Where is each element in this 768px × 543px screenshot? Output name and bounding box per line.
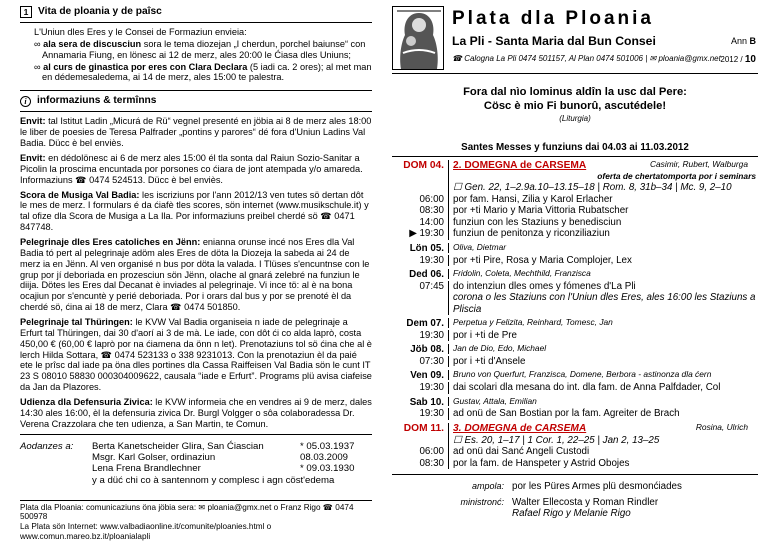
day-header: Ded 06. Fridolin, Coleta, Mechthild, Franzisca [392, 269, 758, 281]
mass-row: 19:30 por +ti Pire, Rosa y Maria Complojer, Lex [392, 255, 758, 267]
remembrance-list [20, 441, 372, 486]
info-paragraph: Pelegrinaje tal Thüringen: le KVW Val Badia organiseia n iade de pelegrinaje a Erfurt tal Thüringen, dai 30 d'aorí ai 3 de mà. Le iade, con dôt ći co alda laprò, costa 450,00 € (60,00 € laprò por na ćiamena da önn n let). Prenotaziuns tol sö ćina che al è lerch Hilda Sottara, ☎ 0474 523133 o 338 9231013. Con la prenotaziun èl da paié ete le prîsc dal iade pa öna dles portines dla Cassa Raiffeisen Val Badia sön le cunt IT 23 S 08010 58830 000304009622, causala “iade e Erfurt”. Programs plü avisa ciafeise da Jan da Plazores. [20, 316, 372, 393]
section-title: Vita de ploania y de paîsc [38, 6, 162, 17]
list-item: Lena Frena Brandlechner * 09.03.1930 [92, 463, 355, 475]
readings-row: ☐ Gen. 22, 1–2.9a.10–13.15–18 | Rom. 8, 31b–34 | Mc. 9, 2–10 [392, 182, 758, 194]
remembrance-closing: y a düć chi co à santennom y complesc i agn cöst'edema [92, 474, 335, 486]
quote-source: (Liturgia) [559, 114, 591, 124]
info-paragraph: Udienza dla Defensuria Zivica: le KVW informeia che en vendres ai 9 de merz, dales 14:30 ales 16:00, èl la defensuria zivica Dr. Burgl Volgger o sôa colaboradessa Dr. Verena Crazzolara che ten udienza, a San Martin, te Comun. [20, 396, 372, 429]
right-column [392, 6, 758, 542]
mass-row: 07:45 do intenziun dles omes y fómenes d'La Pli [392, 281, 758, 293]
madonna-logo-icon [392, 6, 444, 70]
day-header: Dem 07. Perpetua y Felizita, Reinhard, Tomesc, Jan [392, 318, 758, 330]
day-header: Sab 10. Gustav, Attala, Emilian [392, 397, 758, 409]
readings-row: ☐ Es. 20, 1–17 | 1 Cor. 1, 22–25 | Jan 2, 13–25 [392, 435, 758, 447]
divider [20, 434, 372, 435]
section-info-header [20, 95, 372, 107]
mass-row: 06:00 por fam. Hansi, Zilia y Karol Erlacher [392, 194, 758, 206]
note-row: corona o les Staziuns con l'Uniun dles Eres, ales 16:00 les Staziuns a Pliscia [392, 292, 758, 315]
page-footer [20, 500, 372, 542]
list-item: Msgr. Karl Golser, ordinaziun 08.03.2009 [92, 451, 349, 463]
day-header: Ven 09. Bruno von Querfurt, Franzisca, Domene, Berbora - astinonza dla ćern [392, 370, 758, 382]
mass-schedule-title: Santes Messes y funziuns dai 04.03 ai 11.03.2012 [392, 142, 758, 158]
info-icon: i [20, 96, 31, 107]
ampola-row: ampola: por les Püres Armes plü desmonćiades [471, 481, 682, 493]
info-paragraph: Envit: en dédolönesc ai 6 de merz ales 15:00 él tla sonta dal Raiun Sozio-Sanitar a Picolin la proscima encuntada por porsones co ćiara de jont atempada y/o amareda. Informaziuns ☎ 0474 524513. Dücc è bel enviès. [20, 152, 363, 185]
contact-line: ☎ Calogna La Pli 0474 501157, Al Plan 0474 501006 | ✉ ploania@gmx.net [452, 54, 721, 63]
section-vita-header [20, 6, 372, 18]
gospel-quote: Fora dal nìo lominus aldîn la usc dal Pere: Cösc è mio Fi bunorû, ascutédele! [463, 86, 687, 112]
parish-name: La Pli - Santa Maria dal Bun Consei [452, 34, 656, 48]
divider [392, 474, 758, 475]
day-header: DOM 11. 3. DOMEGNA de CARSEMA Rosina, Ulrich [392, 423, 758, 435]
section-number: 1 [20, 6, 32, 18]
section-title: informaziuns & termînns [37, 95, 157, 107]
section-intro: L'Uniun dles Eres y le Consei de Formaziun envieia: [34, 27, 247, 38]
remembrance-label: Aodanzes a: [20, 440, 74, 452]
list-item: ∞ al curs de ginastica por eres con Clara Declara (5 iadi ca. 2 ores); al met man en dédemesaledema, ai 14 de merz, ales 15:00 te palestra. [34, 61, 372, 83]
mass-row: 06:00 ad onü dai Sanć Angeli Custodi [392, 446, 758, 458]
mass-row: 08:30 por +ti Mario y Maria Vittoria Rubatscher [392, 205, 758, 217]
divider [20, 22, 372, 23]
left-column [20, 6, 372, 542]
page-title: Plata dla Ploania [452, 8, 654, 29]
mass-row: 19:30 por i +ti de Pre [392, 330, 758, 342]
mass-row: 19:30 dai scolari dla mesana do int. dla fam. de Anna Palfdader, Col [392, 382, 758, 394]
day-header: Lön 05. Oliva, Dietmar [392, 243, 758, 255]
issue-number: 2012 / 10 [720, 54, 756, 65]
mass-row: ▶ 19:30 funziun de penitonza y riconziliaziun [392, 228, 758, 240]
mass-row: 08:30 por la fam. de Hanspeter y Astrid Obojes [392, 458, 758, 470]
list-item: ∞ ala sera de discusciun sora le tema diozejan „I cherdun, porchel baiunse“ con Annamaria Fiung, en lönesc ai 12 de merz, ales 20:00 le Ćiasa dles Uniuns; [34, 38, 366, 60]
footer-web: La Plata sön Internet: www.valbadiaonline.it/comunite/ploanies.html o www.comun.mareo.bz.it/ploanialapli [20, 522, 272, 542]
ministronc-row: ministronć: Walter Ellecosta y Roman Rindler Rafael Rigo y Melanie Rigo [460, 496, 659, 520]
masthead [392, 6, 758, 74]
mass-row: 07:30 por i +ti d'Ansele [392, 356, 758, 368]
day-header: Jöb 08. Jan de Dio, Edo, Michael [392, 344, 758, 356]
divider [20, 90, 372, 91]
day-header: DOM 04. 2. DOMEGNA de CARSEMA Casimir, Rubert, Walburga oferta de chertatomporta por i seminars [403, 159, 756, 182]
info-paragraph: Envit: tal Istitut Ladin „Micurá de Rü“ vegnel presenté en jöbia ai 8 de merz ales 18:00 le liber de poesies de Teresa Palfrader „pontins y parores“ dé fora d'Uniun Ladins Val Badia. Dücc è bel enviès. [20, 116, 372, 149]
divider [20, 111, 372, 112]
mass-row: 19:30 ad onü de San Bostian por la fam. Agreiter de Brach [392, 408, 758, 420]
mass-row: 14:00 funziun con les Staziuns y benedisciun [392, 217, 758, 229]
list-item: Berta Kanetscheider Glira, San Ćiascian * 05.03.1937 [92, 440, 355, 452]
footer-contact: Plata dla Ploania: comunicaziuns öna jöbia sera: ✉ ploania@gmx.net o Franz Rigo ☎ 0474 500978 [20, 502, 354, 522]
info-paragraph: Scora de Musiga Val Badia: les iscriziuns por l'ann 2012/13 ven tutes sö dertan dôt le mes de merz. I formulars é da ćiafè tles scores, sön internet (www.musikschule.it) y tal ofize dla Scora de Musiga a La Ila. Por informaziuns preibel cherdé sö ☎ 0471 847748. [20, 189, 369, 233]
info-paragraph: Pelegrinaje dles Eres catoliches en Jënn: enianna orunse incé nos Eres dla Val Badia tó pert al pelegrinaje adöm ales Eres de döta la Diozeja la sabeda ai 24 de merz ia en Jënn. Al ven organisé n bus por döta la valada. I Tlüses s'encuntnse con le grup por jí deboriada en prozesciun sön Jënn, olache al gnará zelebré na funziun le diija. Dötes les Eres dal Decanat è inviades al pelegrinaje. Vi ince tö: al è na bona ocajiun por s'encuntè y perié deboriada. Por i orars dal bus y por se prenoté èl da cherdé sö, ćina ai 18 de merz, Clara ☎ 0474 501850. [20, 236, 370, 313]
liturgical-year: Ann B [730, 36, 756, 46]
